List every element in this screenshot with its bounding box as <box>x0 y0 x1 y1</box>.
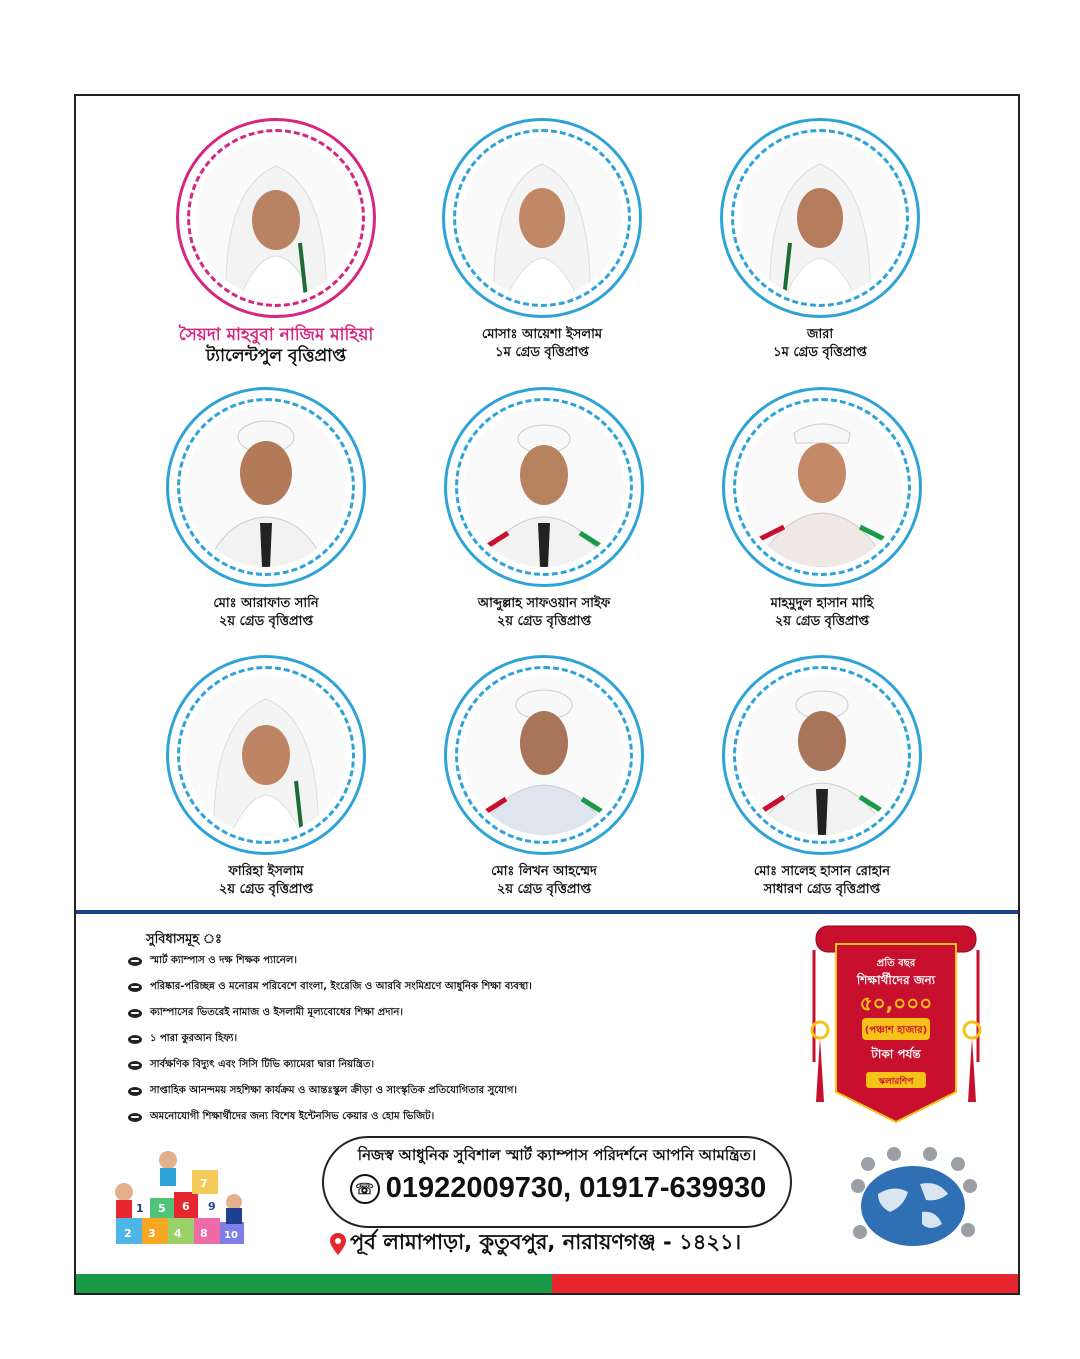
footer-bar-red <box>552 1274 1018 1293</box>
banner-amount-words: (পঞ্চাশ হাজার) <box>864 1025 928 1036</box>
student-card <box>722 387 922 631</box>
photo-ring <box>166 387 366 587</box>
block-label: 9 <box>208 1200 216 1213</box>
list-item: পরিষ্কার-পরিচ্ছন্ন ও মনোরম পরিবেশে বাংলা, ইংরেজি ও আরবি সংমিশ্রণে আধুনিক শিক্ষা ব্যবস্থা। <box>128 974 532 1000</box>
student-photo <box>462 138 622 298</box>
bullet-icon <box>128 1087 142 1096</box>
photo-ring <box>444 655 644 855</box>
bullet-icon <box>128 1009 142 1018</box>
student-card <box>444 387 644 631</box>
facilities-list <box>128 948 532 1130</box>
student-card <box>722 655 922 899</box>
block-label: 8 <box>200 1227 208 1240</box>
banner-amount: ৫০,০০০ <box>859 991 933 1015</box>
banner-line1: প্রতি বছর <box>876 958 916 969</box>
student-grade: ২য় গ্রেড বৃত্তিপ্রাপ্ত <box>774 614 870 629</box>
student-card <box>166 387 366 631</box>
globe-meeting-illustration <box>838 1140 988 1260</box>
student-photo <box>186 675 346 835</box>
photo-ring <box>442 118 642 318</box>
block-label: 3 <box>148 1227 156 1240</box>
block-label: 7 <box>200 1177 208 1190</box>
student-name: মাহমুদুল হাসান মাহি <box>770 596 874 611</box>
kids-blocks-illustration <box>96 1140 256 1260</box>
footer-bar-green <box>76 1274 552 1293</box>
student-grade: ট্যালেন্টপুল বৃত্তিপ্রাপ্ত <box>205 346 347 366</box>
student-card <box>442 118 642 362</box>
student-name: আব্দুল্লাহ সাফওয়ান সাইফ <box>477 596 611 611</box>
section-divider <box>76 910 1018 914</box>
contact-box <box>322 1136 792 1228</box>
student-name: সৈয়দা মাহবুবা নাজিম মাহিয়া <box>178 325 374 345</box>
student-photo <box>464 407 624 567</box>
student-grade: ২য় গ্রেড বৃত্তিপ্রাপ্ত <box>218 614 314 629</box>
student-photo <box>464 675 624 835</box>
photo-ring <box>722 387 922 587</box>
student-photo <box>186 407 346 567</box>
student-grade: ২য় গ্রেড বৃত্তিপ্রাপ্ত <box>218 882 314 897</box>
facilities-title: সুবিধাসমূহ ঃ <box>146 932 222 947</box>
block-label: 6 <box>182 1200 190 1213</box>
student-card <box>166 655 366 899</box>
address: পূর্ব লামাপাড়া, কুতুবপুর, নারায়ণগঞ্জ - ১৪২১। <box>330 1226 741 1261</box>
invite-text: নিজস্ব আধুনিক সুবিশাল স্মার্ট ক্যাম্পাস পরিদর্শনে আপনি আমন্ত্রিত। <box>357 1146 757 1164</box>
phone-icon: ☏ <box>350 1174 380 1204</box>
photo-ring <box>166 655 366 855</box>
student-photo <box>742 407 902 567</box>
student-photo <box>740 138 900 298</box>
student-grade: ২য় গ্রেড বৃত্তিপ্রাপ্ত <box>496 614 592 629</box>
student-name: ফারিহা ইসলাম <box>228 864 304 879</box>
location-pin-icon <box>330 1233 346 1255</box>
banner-line3: টাকা পর্যন্ত <box>871 1047 921 1061</box>
photo-ring <box>444 387 644 587</box>
block-label: 2 <box>124 1227 132 1240</box>
bullet-icon <box>128 1035 142 1044</box>
photo-ring <box>176 118 376 318</box>
student-name: মোঃ লিখন আহম্মেদ <box>491 864 597 879</box>
list-item: অমনোযোগী শিক্ষার্থীদের জন্য বিশেষ ইন্টেনসিভ কেয়ার ও হোম ভিজিট। <box>128 1104 532 1130</box>
block-label: 5 <box>158 1202 166 1215</box>
student-card <box>720 118 920 362</box>
phone-numbers[interactable]: ☏ 01922009730, 01917-639930 <box>336 1172 780 1205</box>
block-label: 4 <box>174 1227 182 1240</box>
banner-badge: স্কলারশিপ <box>878 1077 914 1087</box>
bullet-icon <box>128 957 142 966</box>
student-name: জারা <box>806 327 834 342</box>
list-item: ক্যাম্পাসের ভিতরেই নামাজ ও ইসলামী মূল্যবোধের শিক্ষা প্রদান। <box>128 1000 532 1026</box>
student-grade: ১ম গ্রেড বৃত্তিপ্রাপ্ত <box>495 345 589 360</box>
bullet-icon <box>128 983 142 992</box>
list-item: সাপ্তাহিক আনন্দময় সহশিক্ষা কার্যক্রম ও আন্তঃস্কুল ক্রীড়া ও সাংস্কৃতিক প্রতিযোগিতার সুযোগ। <box>128 1078 532 1104</box>
student-grade: ১ম গ্রেড বৃত্তিপ্রাপ্ত <box>773 345 867 360</box>
bullet-icon <box>128 1113 142 1122</box>
list-item: ১ পারা কুরআন হিফ্য। <box>128 1026 532 1052</box>
list-item: সার্বক্ষণিক বিদ্যুৎ এবং সিসি টিভি ক্যামেরা দ্বারা নিয়ন্ত্রিত। <box>128 1052 532 1078</box>
photo-ring <box>722 655 922 855</box>
photo-ring <box>720 118 920 318</box>
student-grade: ২য় গ্রেড বৃত্তিপ্রাপ্ত <box>496 882 592 897</box>
student-photo <box>196 138 356 298</box>
student-name: মোসাঃ আয়েশা ইসলাম <box>481 327 603 342</box>
list-item: স্মার্ট ক্যাম্পাস ও দক্ষ শিক্ষক প্যানেল। <box>128 948 532 974</box>
block-label: 10 <box>224 1230 238 1241</box>
block-label: 1 <box>136 1202 144 1215</box>
scholarship-banner <box>806 922 986 1132</box>
student-name: মোঃ সালেহ হাসান রোহান <box>753 864 891 879</box>
bullet-icon <box>128 1061 142 1070</box>
student-grade: সাধারণ গ্রেড বৃত্তিপ্রাপ্ত <box>763 882 881 897</box>
student-photo <box>742 675 902 835</box>
banner-line2: শিক্ষার্থীদের জন্য <box>856 973 936 987</box>
student-card <box>444 655 644 899</box>
student-name: মোঃ আরাফাত সানি <box>213 596 319 611</box>
student-card <box>176 118 376 368</box>
